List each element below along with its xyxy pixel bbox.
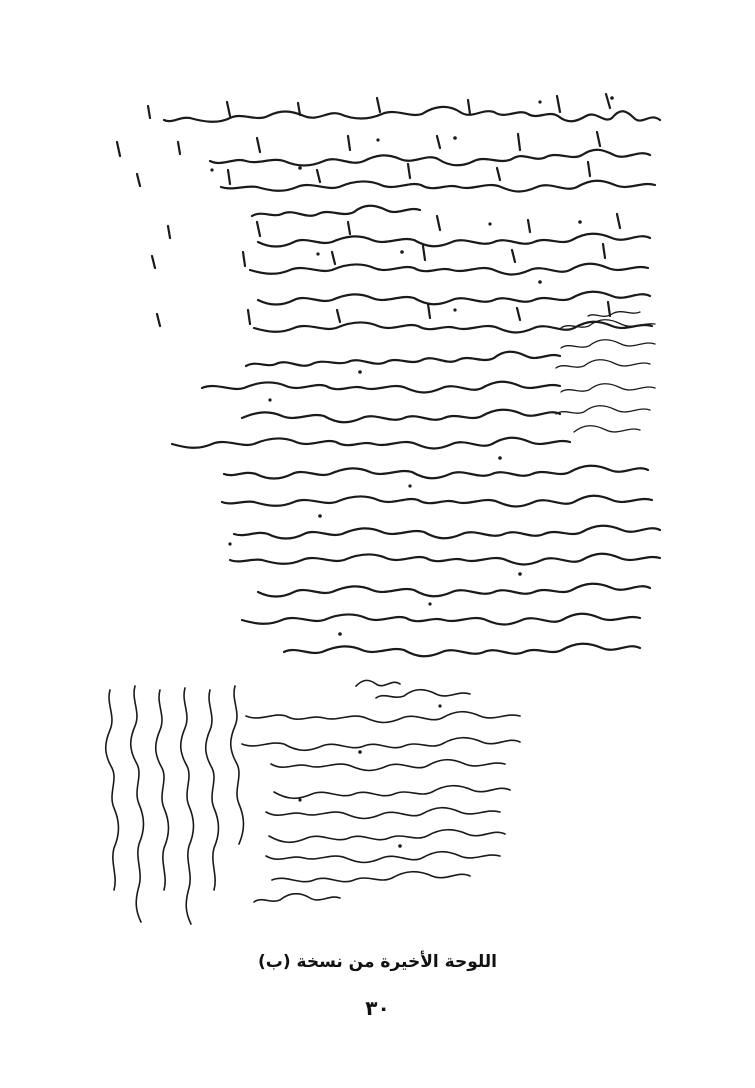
lower-left-vertical-notes <box>106 686 244 924</box>
plate-caption: اللوحة الأخيرة من نسخة (ب) <box>257 952 498 972</box>
lower-right-notes <box>242 680 520 902</box>
main-handwritten-block <box>117 94 660 656</box>
page-number: ٣٠ <box>365 996 390 1020</box>
